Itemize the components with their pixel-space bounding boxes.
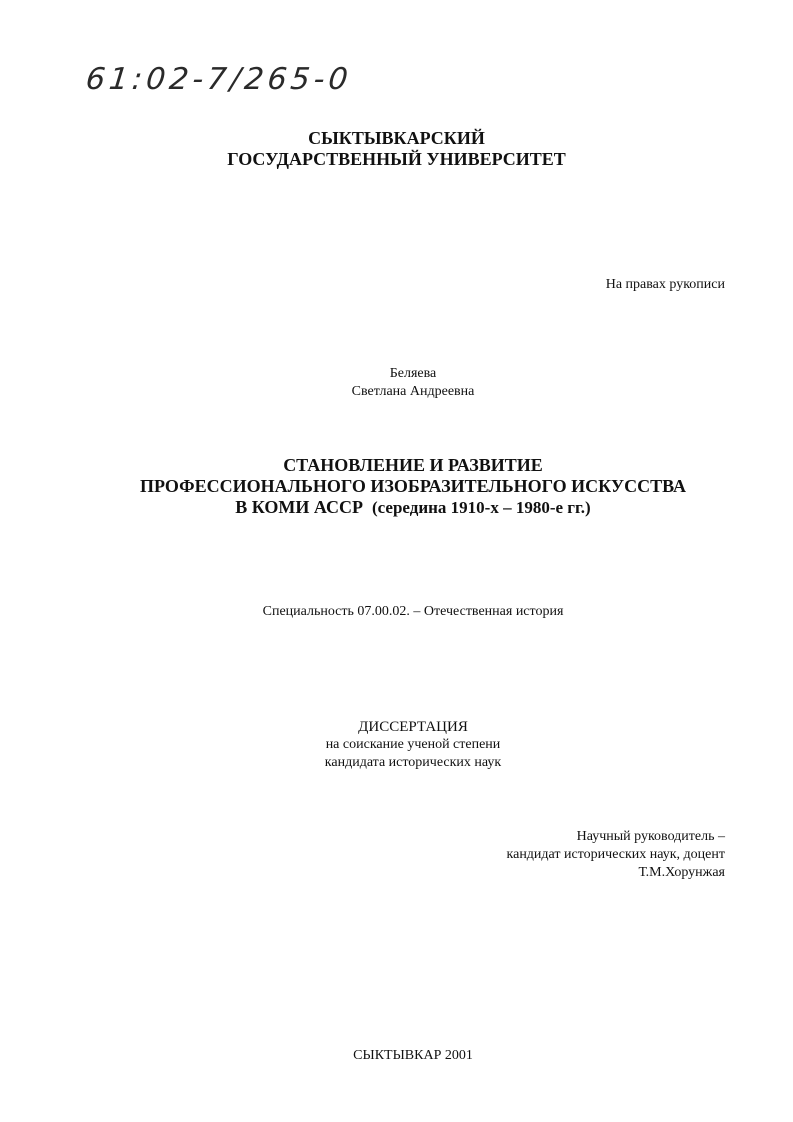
author-block: [0, 365, 793, 401]
dissertation-line3: кандидата исторических наук: [324, 755, 502, 770]
specialty: Специальность 07.00.02. – Отечественная история: [262, 604, 564, 619]
city-year: СЫКТЫВКАР 2001: [353, 1048, 473, 1063]
advisor-role: Научный руководитель –: [576, 829, 725, 844]
author-surname: Беляева: [389, 366, 437, 381]
dissertation-type: [0, 718, 793, 772]
advisor-degree: кандидат исторических наук, доцент: [506, 847, 725, 862]
title-line3: [0, 497, 793, 518]
advisor-name: Т.М.Хорунжая: [638, 865, 725, 880]
dissertation-line2: на соискание ученой степени: [325, 737, 501, 752]
university-name-line2: ГОСУДАРСТВЕННЫЙ УНИВЕРСИТЕТ: [227, 149, 566, 169]
author-given-names: Светлана Андреевна: [351, 384, 475, 399]
university-name-line1: СЫКТЫВКАРСКИЙ: [308, 128, 485, 148]
handwritten-archive-number: 61:02-7/265-0: [84, 62, 354, 97]
title-line3-period: (середина 1910-х – 1980-е гг.): [371, 498, 591, 517]
university-name: [0, 128, 793, 170]
title-line2: ПРОФЕССИОНАЛЬНОГО ИЗОБРАЗИТЕЛЬНОГО ИСКУССТВА: [140, 476, 686, 496]
rights-note: На правах рукописи: [605, 277, 725, 292]
dissertation-title: [0, 455, 793, 518]
dissertation-heading: ДИССЕРТАЦИЯ: [358, 719, 468, 735]
title-line1: СТАНОВЛЕНИЕ И РАЗВИТИЕ: [283, 455, 543, 475]
advisor-block: [507, 828, 725, 882]
title-line3-main: В КОМИ АССР: [235, 497, 363, 517]
